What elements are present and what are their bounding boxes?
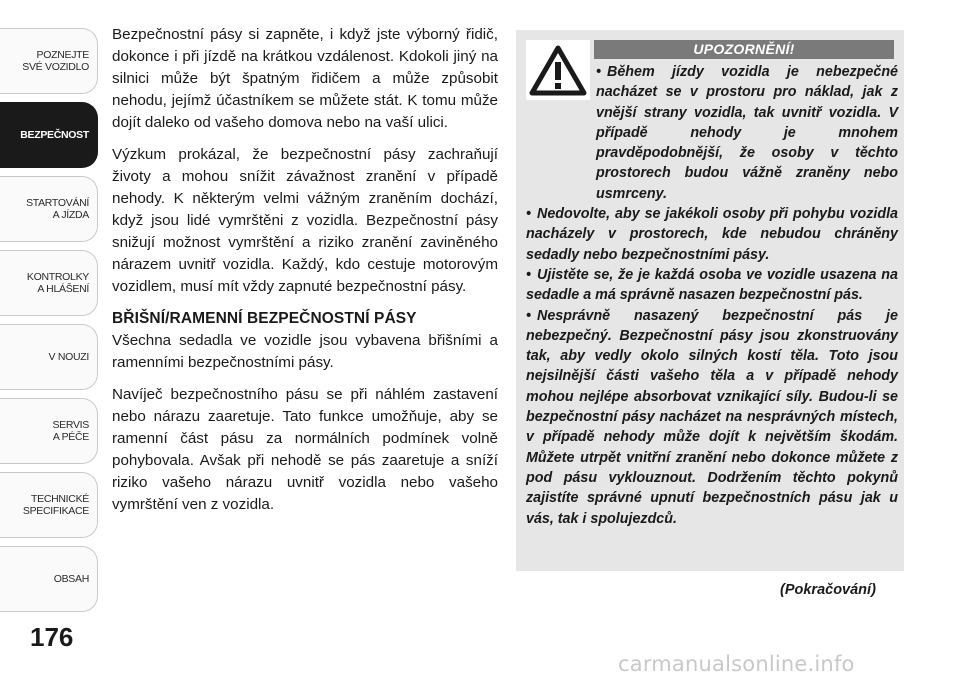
warning-title: UPOZORNĚNÍ!	[594, 40, 894, 59]
body-text-column	[112, 24, 498, 526]
tab-poznejte-sve-vozidlo[interactable]	[0, 28, 98, 94]
warning-item	[526, 306, 898, 529]
tab-kontrolky-a-hlaseni[interactable]	[0, 250, 98, 316]
tab-obsah[interactable]	[0, 546, 98, 612]
page-number: 176	[30, 622, 74, 652]
tab-technicke-specifikace[interactable]	[0, 472, 98, 538]
tab-label: OBSAH	[53, 573, 89, 585]
paragraph: Všechna sedadla ve vozidle jsou vybavena břišními a ramenními bezpečnostními pásy.	[112, 332, 498, 371]
tab-label: V NOUZI	[48, 351, 89, 363]
bullet: •	[526, 266, 532, 283]
section-tabs	[0, 28, 104, 620]
watermark: carmanualsonline.info	[618, 652, 855, 676]
tab-startovani-a-jizda[interactable]	[0, 176, 98, 242]
warning-item-text: Nedovolte, aby se jakékoli osoby při pohybu vozidla nacházely v prostorech, kde nebudou chráněny sedadly nebo bezpečnostními pásy.	[526, 206, 898, 263]
tab-label: POZNEJTE SVÉ VOZIDLO	[22, 49, 89, 73]
warning-item-text: Nesprávně nasazený bezpečnostní pás je nebezpečný. Bezpečnostní pásy jsou zkonstruovány tak, aby vedly okolo silných kostí těla. Toto jsou nejsilnější části vašeho těla a v případě nehody mohou nejlépe absorbovat vznikající síly. Budou-li se bezpečnostní pásy nacházet na nesprávných místech, v případě nehody může dojít k největším škodám. Můžete utrpět vnitřní zranění nebo dokonce můžete z pod pásu vyklouznout. Dodržením těchto pokynů zajistíte správné upnutí bezpečnostních pásu jak u vás, tak i spolujezdců.	[526, 307, 898, 527]
warning-box	[516, 30, 904, 571]
warning-item	[526, 62, 898, 204]
warning-text	[526, 62, 898, 529]
tab-bezpecnost[interactable]	[0, 102, 98, 168]
tab-v-nouzi[interactable]	[0, 324, 98, 390]
tab-servis-a-pece[interactable]	[0, 398, 98, 464]
bullet: •	[596, 64, 602, 80]
bullet: •	[526, 307, 532, 324]
tab-label: TECHNICKÉ SPECIFIKACE	[22, 493, 89, 517]
tab-label: BEZPEČNOST	[20, 129, 89, 141]
warning-item-text: Během jízdy vozidla je nebezpečné nacházet se v prostoru pro náklad, jak z vnější strany vozidla, tak uvnitř vozidla. V případě nehody je mnohem pravděpodobnější, že osoby v těchto prostorech budou vážně zraněny nebo usmrceny.	[596, 64, 898, 202]
warning-item	[526, 265, 898, 306]
tab-label: SERVIS A PÉČE	[52, 419, 89, 443]
warning-item	[526, 204, 898, 265]
tab-label: KONTROLKY A HLÁŠENÍ	[26, 271, 89, 295]
tab-label: STARTOVÁNÍ A JÍZDA	[26, 197, 89, 221]
warning-item-text: Ujistěte se, že je každá osoba ve vozidle usazena na sedadle a má správně nasazen bezpečnostní pás.	[526, 266, 898, 304]
paragraph: Navíječ bezpečnostního pásu se při náhlém zastavení nebo nárazu zaaretuje. Tato funkce umožňuje, aby se ramenní část pásu za normálních podmínek volně pohybovala. Avšak při nehodě se pás zaaretuje a sníží riziko vašeho nárazu uvnitř vozidla nebo vašeho vymrštění ven z vozidla.	[112, 386, 498, 513]
paragraph: Výzkum prokázal, že bezpečnostní pásy zachraňují životy a mohou snížit závažnost zranění v případě nehody. K některým velmi vážným zraněním dochází, když jsou lidé vymrštěni z vozidla. Bezpečnostní pásy snižují možnost vymrštění a riziko zranění zaviněného nárazem uvnitř vozidla. Každý, kdo cestuje motorovým vozidlem, musí mít vždy zapnuté bezpečnostní pásy.	[112, 146, 498, 295]
section-heading: BŘIŠNÍ/RAMENNÍ BEZPEČNOSTNÍ PÁSY	[112, 310, 417, 327]
paragraph: Bezpečnostní pásy si zapněte, i když jste výborný řidič, dokonce i při jízdě na krátkou vzdálenost. Kdokoli jiný na silnici může být špatným řidičem a může způsobit nehodu, jejímž účastníkem se můžete stát. K tomu může dojít daleko od vašeho domova nebo na vaší ulici.	[112, 26, 498, 131]
continued-label: (Pokračování)	[780, 582, 876, 598]
bullet: •	[526, 206, 532, 223]
